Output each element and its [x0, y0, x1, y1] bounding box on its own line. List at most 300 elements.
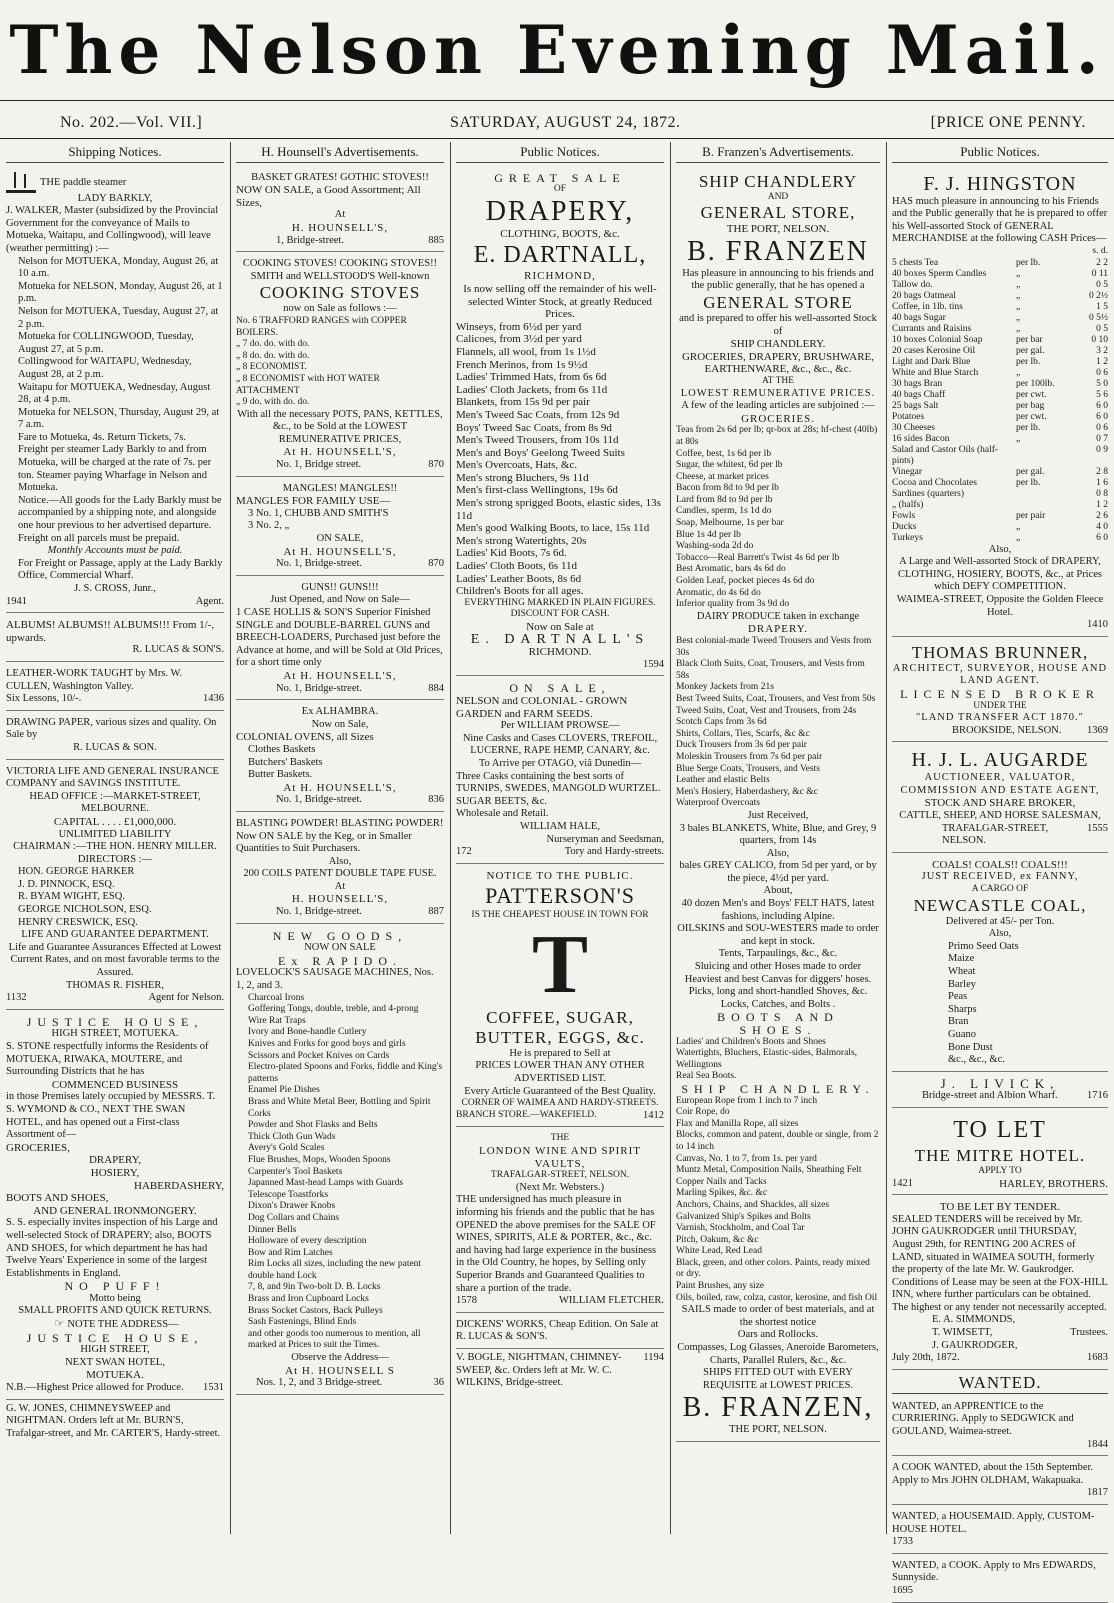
on-sale: Now on Sale, — [311, 718, 369, 730]
price-row — [892, 500, 1108, 511]
and: AND — [767, 191, 789, 202]
ad-number: 1578 — [456, 1295, 477, 1307]
price-row — [892, 390, 1108, 401]
ad-title: NEW GOODS, — [272, 928, 408, 943]
stove-item: „ 8 do. do. with do. — [236, 350, 310, 361]
ad-title: VICTORIA LIFE AND GENERAL INSURANCE COMPANY and SAVINGS INSTITUTE. — [6, 765, 219, 790]
general-store: GENERAL STORE — [703, 292, 853, 312]
ad-title: BASKET GRATES! GOTHIC STOVES!! — [251, 171, 429, 183]
stove-item: „ 8 ECONOMIST with HOT WATER ATTACHMENT — [236, 373, 380, 396]
ad-body-2: and having had large experience in the business in the Old Country, he hopes, by Selling only Superior Brands and Guaranteed Qualities to share a portion of the trade. — [456, 1244, 657, 1294]
ad-intro: S. STONE respectfully informs the Residents of MOTUEKA, RIWAKA, MOUTERE, and Surrounding Districts that he has — [6, 1041, 209, 1078]
item-unit: „ — [1016, 433, 1021, 444]
price-item: Men's and Boys' Geelong Tweed Suits — [456, 446, 625, 459]
wanted-ad — [892, 1557, 1108, 1603]
address: No. 1, Bridge-street. — [276, 558, 363, 570]
price-row — [892, 522, 1108, 533]
item-price: 2 8 — [1096, 466, 1108, 477]
casks: Nine Casks and Cases CLOVERS, TREFOIL, LUCERNE, RAPE HEMP, CANARY, &c. — [462, 732, 658, 757]
item-price: 2 2 — [1096, 257, 1108, 268]
item-price: 1 2 — [1096, 499, 1108, 510]
drapery-item: Leather and elastic Belts — [676, 775, 770, 786]
drawing-paper-ad — [6, 714, 224, 760]
calico: bales GREY CALICO, from 5d per yard, or by the piece, 4½d per yard. — [679, 860, 877, 884]
ad-intro: THE paddle steamer — [40, 176, 127, 188]
ad-number: 1817 — [1087, 1487, 1108, 1499]
wanted-ad — [892, 1459, 1108, 1505]
grocery-item: Tobacco—Real Barrett's Twist 4s 6d per lb — [676, 552, 840, 563]
boots-heading: BOOTS AND SHOES. — [717, 1010, 839, 1037]
note-address: NOTE THE ADDRESS— — [67, 1319, 179, 1331]
ad-number: 870 — [428, 459, 444, 471]
price-table — [892, 258, 1108, 544]
chandlery-item: Varnish, Stockholm, and Coal Tar — [676, 1223, 805, 1234]
directors-label: DIRECTORS :— — [77, 853, 153, 865]
price-item: Men's Tweed Trousers, from 10s 11d — [456, 434, 619, 447]
address: Nos. 1, 2, and 3 Bridge-street. — [256, 1377, 383, 1389]
just-received: Just Received, — [747, 809, 809, 821]
shop-name: E. DARTNALL'S — [470, 631, 650, 647]
augarde-ad — [892, 745, 1108, 853]
item-name: Currants and Raisins — [892, 323, 972, 334]
address: Tory and Hardy-streets. — [564, 846, 664, 858]
steamer-name: LADY BARKLY, — [77, 192, 153, 204]
on-sale: NOW ON SALE — [304, 942, 376, 954]
goods-item: Avery's Gold Scales — [248, 1143, 325, 1154]
chairman: CHAIRMAN :—THE HON. HENRY MILLER. — [13, 841, 217, 853]
at: At — [334, 209, 346, 221]
column-heading: Public Notices. — [456, 146, 664, 163]
corner: CORNER OF WAIMEA AND HARDY-STREETS. — [461, 1098, 659, 1109]
price-item: Men's Overcoats, Hats, &c. — [456, 459, 578, 472]
item-unit: „ — [1016, 532, 1021, 543]
price-item: Ladies' Trimmed Hats, from 6s 6d — [456, 371, 607, 384]
goods-item: Brass Socket Castors, Back Pulleys — [248, 1305, 383, 1316]
item-unit: „ — [1016, 279, 1021, 290]
item-price: 3 2 — [1096, 345, 1108, 356]
observe: Observe the Address— — [291, 1352, 389, 1364]
apply: For Freight or Passage, apply at the Lady Barkly Office, Commercial Wharf. — [18, 557, 223, 582]
canvas: Heaviest and best Canvas for diggers' hoses. — [684, 973, 872, 985]
groceries-heading: GROCERIES. — [741, 412, 815, 425]
mangles-ad — [236, 480, 444, 576]
price-row — [892, 258, 1108, 269]
mangle-item: 3 No. 2, „ — [248, 520, 290, 532]
produce-item: Maize — [948, 953, 975, 965]
item-name: 40 bags Chaff — [892, 389, 946, 400]
price-row — [892, 291, 1108, 302]
item-name: Cocoa and Chocolates — [892, 477, 977, 488]
ad-number: 172 — [456, 846, 472, 858]
shop-name: H. HOUNSELL'S, — [291, 893, 389, 906]
vaults-name: LONDON WINE AND SPIRIT VAULTS, — [478, 1145, 642, 1170]
great-sale: GREAT SALE — [494, 170, 626, 185]
goods-item: Sash Fastenings, Blind Ends — [248, 1317, 357, 1328]
few-articles: A few of the leading articles are subjoined :— — [681, 400, 875, 412]
groceries-list — [676, 425, 880, 611]
goods-item: Brass and Iron Cupboard Locks — [248, 1294, 369, 1305]
also: Also, — [766, 847, 790, 859]
goods-item: Japanned Mast-head Lamps with Guards — [248, 1178, 404, 1189]
small-profits: SMALL PROFITS AND QUICK RETURNS. — [18, 1305, 212, 1317]
merchant-name: WILLIAM FLETCHER. — [559, 1295, 664, 1307]
item-name: Turkeys — [892, 532, 923, 543]
address: No. 1, Bridge-street. — [276, 906, 363, 918]
column-divider — [230, 142, 231, 1534]
port: THE PORT, NELSON. — [726, 223, 830, 236]
item-unit: per gal. — [1016, 345, 1045, 356]
grocery-item: Inferior quality from 3s 9d do — [676, 599, 790, 610]
under-the: UNDER THE — [973, 700, 1027, 711]
produce-item: Wheat — [948, 966, 976, 977]
goods-item: Thick Cloth Gun Wads — [248, 1131, 336, 1142]
item-unit — [1016, 445, 1068, 467]
chandlery-item: Muntz Metal, Composition Nails, Sheathing Felt — [676, 1165, 862, 1176]
item-price: 6 0 — [1096, 411, 1108, 422]
shop-name: At H. HOUNSELL'S, — [283, 446, 397, 459]
goods-item: 7, 8, and 9in Two-bolt D. B. Locks — [248, 1282, 381, 1293]
item-name: Coffee, in 1lb. tins — [892, 301, 963, 312]
chandlery-item: Oils, boiled, raw, colza, castor, kerosine, and fish Oil — [676, 1292, 878, 1303]
boots-item: Ladies' and Children's Boots and Shoes — [676, 1036, 826, 1047]
oilskins: OILSKINS and SOU-WESTERS made to order and kept in stock. — [677, 923, 879, 947]
produce-item: Bone Dust — [948, 1041, 993, 1053]
item-unit: „ — [1016, 301, 1021, 312]
merchant-name: B. FRANZEN — [687, 235, 869, 267]
merchant-name: HARLEY, BROTHERS. — [999, 1177, 1108, 1190]
column-shipping — [6, 146, 224, 1532]
price-row — [892, 269, 1108, 280]
sailing-line: Motueka for NELSON, Monday, August 26, at 1 p.m. — [18, 280, 223, 305]
lowest-prices: LOWEST REMUNERATIVE PRICES. — [680, 387, 876, 399]
next-to: (Next Mr. Websters.) — [515, 1181, 605, 1193]
dartnall-ad — [456, 169, 664, 677]
price-row — [892, 423, 1108, 434]
column-heading: Shipping Notices. — [6, 146, 224, 163]
item-name: Potatoes — [892, 411, 925, 422]
price-item: Men's strong Watertights, 20s — [456, 534, 587, 547]
item-unit: „ — [1016, 323, 1021, 334]
signature-address: THE PORT, NELSON. — [729, 1424, 827, 1436]
wanted-ad — [892, 1508, 1108, 1554]
stove-item: „ 9 do. with do. do. — [236, 397, 310, 408]
ad-number: 1594 — [643, 658, 664, 670]
grocery-item: Soap, Melbourne, 1s per bar — [676, 518, 784, 529]
price-item: Men's strong Bluchers, 9s 11d — [456, 471, 589, 484]
monthly-accounts: Monthly Accounts must be paid. — [47, 545, 183, 557]
mangle-item: 3 No. 1, CHUBB AND SMITH'S — [248, 507, 389, 519]
merchant-name: F. J. HINGSTON — [923, 172, 1077, 195]
apply-to: APPLY TO — [978, 1165, 1022, 1176]
item-name: Light and Dark Blue — [892, 356, 971, 367]
goods-item: Goffering Tongs, double, treble, and 4-prong — [248, 1004, 419, 1015]
price-item: Men's good Walking Boots, to lace, 15s 11d — [456, 522, 650, 535]
ex-ship: Ex ALHAMBRA. — [301, 706, 379, 718]
price-item: Ladies' Kid Boots, 7s 6d. — [456, 547, 567, 560]
item-price: 6 0 — [1096, 400, 1108, 411]
now-on-sale: Now on Sale at — [526, 621, 594, 633]
address: TRAFALGAR-STREET, NELSON. — [490, 1170, 630, 1181]
ad-title: COALS! COALS!! COALS!!! — [932, 858, 1068, 871]
ad-intro: LOVELOCK'S SAUSAGE MACHINES, Nos. 1, 2, and 3. — [236, 967, 434, 992]
price-item: Men's first-class Wellingtons, 19s 6d — [456, 484, 618, 497]
price-row — [892, 445, 1108, 467]
stove-item: „ 7 do. do. with do. — [236, 339, 310, 350]
ad-text: ALBUMS! ALBUMS!! ALBUMS!!! From 1/-, upwards. — [6, 619, 215, 644]
price-row — [892, 346, 1108, 357]
goods-item: Bow and Rim Latches — [248, 1247, 333, 1258]
masthead — [0, 0, 1114, 100]
item-name: White and Blue Starch — [892, 367, 979, 378]
director: HON. GEORGE HARKER — [18, 866, 135, 878]
goods-item: Telescope Toastforks — [248, 1189, 329, 1200]
ad-title: BLASTING POWDER! BLASTING POWDER! — [236, 817, 444, 829]
sailing-line: Motueka for NELSON, Thursday, August 29, at 7 a.m. — [18, 406, 220, 431]
victoria-insurance-ad — [6, 763, 224, 1010]
tender-ad — [892, 1198, 1108, 1370]
fuse: 200 COILS PATENT DOUBLE TAPE FUSE. — [243, 868, 437, 880]
goods-item: Electro-plated Spoons and Forks, fiddle and King's patterns — [248, 1062, 443, 1084]
ad-number: 1194 — [643, 1351, 664, 1363]
column-heading: Public Notices. — [892, 146, 1108, 163]
ad-number: 1555 — [1087, 822, 1108, 834]
three-casks: Three Casks containing the best sorts of TURNIPS, SWEDES, MANGOLD WURTZEL. SUGAR BEETS, &c. — [456, 770, 661, 807]
ad-text: V. BOGLE, NIGHTMAN, CHIMNEY-SWEEP, &c. Orders left at Mr. W. C. WILKINS, Bridge-street. — [456, 1351, 622, 1389]
ad-number: 1412 — [643, 1109, 664, 1121]
merchant-name: H. J. L. AUGARDE — [911, 749, 1089, 772]
stock-broker: STOCK AND SHARE BROKER, — [924, 797, 1076, 810]
new-goods-ad — [236, 927, 444, 1395]
chandlery-item: Pitch, Oakum, &c &c — [676, 1234, 759, 1245]
drapery-item: Duck Trousers from 3s 6d per pair — [676, 740, 807, 751]
goods-line: BOOTS AND SHOES, — [6, 1192, 109, 1205]
ad-text: WANTED, a COOK. Apply to Mrs EDWARDS, Sunnyside. — [892, 1559, 1096, 1584]
lady-barkly-ad — [6, 169, 224, 614]
shop-name: H. HOUNSELL'S, — [291, 221, 389, 234]
sailing-line: Collingwood for WAITAPU, Wednesday, August 28, at 2 p.m. — [18, 356, 192, 380]
grocery-item: Aromatic, do 4s 6d do — [676, 587, 761, 598]
item-name: 30 Cheeses — [892, 422, 936, 433]
item-unit — [1016, 500, 1068, 511]
agent-name: J. S. CROSS, Junr., — [74, 583, 156, 594]
trade: Nurseryman and Seedsman, — [546, 833, 664, 845]
ad-number: 1941 — [6, 595, 27, 607]
dickens-ad: DICKENS' WORKS, Cheap Edition. On Sale at R. LUCAS & SON'S. — [456, 1316, 664, 1349]
steamer-icon — [6, 172, 36, 193]
item-unit: per gal. — [1016, 466, 1045, 477]
goods-item: Holloware of every description — [248, 1236, 367, 1247]
town: MOTUEKA. — [86, 1369, 144, 1382]
ad-title: GUNS!! GUNS!!! — [301, 581, 379, 593]
albums-ad — [6, 616, 224, 662]
dateline-rule — [0, 138, 1114, 139]
to-let-ad — [892, 1111, 1108, 1195]
sailing-line: Waitapu for MOTUEKA, Wednesday, August 28, at 4 p.m. — [18, 381, 211, 406]
picks: Picks, long and short-handled Shoves, &c. Locks, Catches, and Bolts . — [688, 986, 868, 1010]
item-price: 0 9 — [1096, 444, 1108, 455]
grocery-item: Golden Leaf, pocket pieces 4s 6d do — [676, 576, 815, 587]
shop-town: RICHMOND. — [528, 646, 592, 659]
item-name: 5 chests Tea — [892, 257, 939, 268]
item-price: 0 10 — [1091, 334, 1108, 345]
price-item: Ladies' Leather Boots, 8s 6d — [456, 572, 582, 585]
item-name: 20 cases Kerosine Oil — [892, 345, 976, 356]
at: At — [334, 880, 346, 892]
agent-label: Agent for Nelson. — [148, 992, 224, 1004]
franzen-ad — [676, 169, 880, 1442]
item-unit — [1016, 489, 1068, 500]
stove-item: „ 8 ECONOMIST. — [236, 362, 307, 373]
item-name: Fowls — [892, 510, 916, 521]
item-price: 1 5 — [1096, 301, 1108, 312]
price-row — [892, 324, 1108, 335]
ad-number: 870 — [428, 558, 444, 570]
discount: DISCOUNT FOR CASH. — [510, 609, 610, 620]
ad-body: J. WALKER, Master (subsidized by the Provincial Government for the conveyance of Mails to Motueka, Waitapu, and Collingwood), will leave (weather permitting) :— — [6, 205, 219, 254]
address: Bridge-street and Albion Wharf. — [922, 1090, 1058, 1102]
also: Also, — [328, 855, 352, 867]
ad-text: Now ON SALE by the Keg, or in Smaller Quantities to Suit Purchasers. — [236, 830, 412, 855]
high-street: HIGH STREET, — [80, 1344, 150, 1356]
oven-item: Clothes Baskets — [248, 743, 316, 755]
item-price: 0 7 — [1096, 433, 1108, 444]
price-row — [892, 412, 1108, 423]
chandlery-item: Marling Spikes, &c. &c — [676, 1188, 768, 1199]
column-franzen — [676, 146, 880, 1532]
ad-number: 1436 — [203, 693, 224, 705]
drapery-item: Moleskin Trousers from 7s 6d per pair — [676, 751, 823, 762]
issue-number: No. 202.—Vol. VII.] — [60, 114, 203, 131]
produce-item: &c., &c., &c. — [948, 1054, 1005, 1066]
item-price: 5 6 — [1096, 389, 1108, 400]
boots-item: Real Sea Boots. — [676, 1071, 737, 1082]
wanted-heading: WANTED. — [892, 1373, 1108, 1394]
street: HIGH STREET, MOTUEKA. — [51, 1028, 179, 1040]
item-price: 4 0 — [1096, 521, 1108, 532]
prices: PRICES LOWER THAN ANY OTHER ADVERTISED LIST. — [475, 1060, 645, 1085]
drapery-item: Tweed Suits, Coat, Vest and Trousers, from 24s — [676, 705, 857, 716]
price-row — [892, 434, 1108, 445]
ad-number: 1132 — [6, 992, 27, 1004]
sailing-line: Nelson for MOTUEKA, Tuesday, August 27, at 2 p.m. — [18, 305, 219, 330]
commenced: COMMENCED BUSINESS — [51, 1078, 179, 1091]
no-puff: NO PUFF! — [64, 1279, 166, 1294]
item-name: 40 boxes Sperm Candles — [892, 268, 987, 279]
price-list — [456, 321, 664, 598]
on-sale: ON SALE, — [316, 533, 364, 545]
also: Also, — [988, 543, 1012, 555]
department-text: Life and Guarantee Assurances Effected at Lowest Current Rates, and on most favorable terms to the Assured. — [8, 941, 222, 979]
house-name: JUSTICE HOUSE, — [26, 1330, 204, 1345]
goods-line: HOSIERY, — [90, 1166, 140, 1179]
item-price: 1 2 — [1096, 356, 1108, 367]
item-name: 25 bags Salt — [892, 400, 939, 411]
sails: SAILS made to order of best materials, and at the shortest notice — [681, 1304, 875, 1328]
item-name: 20 bags Oatmeal — [892, 290, 956, 301]
item-unit: „ — [1016, 268, 1021, 279]
merchant-name: J. LIVICK, — [940, 1075, 1060, 1091]
goods-item: Dinner Bells — [248, 1224, 297, 1235]
item-price: 6 0 — [1096, 532, 1108, 543]
signature-name: B. FRANZEN, — [682, 1392, 874, 1424]
ad-seller: R. LUCAS & SON. — [73, 741, 157, 753]
item-price: 0 8 — [1096, 488, 1108, 499]
big-heading: COOKING STOVES — [259, 283, 421, 303]
ad-intro: HAS much pleasure in announcing to his Friends and the Public generally that he is prepared to offer his Well-assorted Stock of GENERAL MERCHANDISE at the following CASH Prices— — [892, 195, 1108, 245]
ad-text: A COOK WANTED, about the 15th September. Apply to Mrs JOHN OLDHAM, Wakapuaka. — [892, 1462, 1094, 1486]
item-name: 16 sides Bacon — [892, 433, 950, 444]
item-unit: per 100lb. — [1016, 378, 1055, 389]
item-unit: „ — [1016, 290, 1021, 301]
produce-item: Barley — [948, 978, 976, 990]
highest: The highest or any tender not necessarily accepted. — [892, 1301, 1107, 1313]
large-stock: A Large and Well-assorted Stock of DRAPERY, CLOTHING, HOSIERY, BOOTS, &c., at Prices which DEFY COMPETITION. — [898, 556, 1102, 593]
goods-line: AND GENERAL IRONMONGERY. — [33, 1204, 197, 1217]
role: AUCTIONEER, VALUATOR, COMMISSION AND ESTATE AGENT, — [900, 772, 1100, 796]
date: July 20th, 1872. — [892, 1352, 960, 1364]
address: 1, Bridge-street. — [276, 234, 344, 246]
chandlery-item: Anchors, Chains, and Shackles, all sizes — [676, 1199, 830, 1210]
director: R. BYAM WIGHT, ESQ. — [18, 891, 125, 903]
delivered: Delivered at 45/- per Ton. — [945, 915, 1055, 927]
price-item: Flannels, all wool, from 1s 1½d — [456, 345, 596, 358]
address: No. 1, Bridge-street. — [276, 682, 363, 694]
item-unit: per lb. — [1016, 356, 1041, 367]
ship-chandlery-heading: SHIP CHANDLERY — [698, 171, 858, 191]
guns-ad — [236, 579, 444, 700]
price-row — [892, 357, 1108, 368]
big-letter: T — [531, 917, 589, 1011]
price-row — [892, 335, 1108, 346]
address: TRAFALGAR-STREET, NELSON. — [942, 822, 1049, 847]
price-row — [892, 280, 1108, 291]
grocery-item: Cheese, at market prices — [676, 471, 769, 482]
ad-text: WANTED, an APPRENTICE to the CURRIERING. Apply to SEDGWICK and GOULAND, Waimea-street. — [892, 1400, 1074, 1438]
liability: UNLIMITED LIABILITY — [58, 828, 172, 840]
ad-number: 1531 — [203, 1382, 224, 1394]
item-unit: „ — [1016, 312, 1021, 323]
ad-terms: Six Lessons, 10/-. — [6, 693, 82, 705]
invite: S. S. especially invites inspection of his Large and well-selected Stock of DRAPERY; also, BOOTS AND SHOES, for which department he has had Twelve Years' Experience in some of the largest Establishments in England. — [6, 1217, 218, 1279]
ad-text: 1 CASE HOLLIS & SON'S Superior Finished SINGLE and DOUBLE-BARREL GUNS and BREECH-LOADERS, Purchased just before the Advance at home, and will be Sold at Old Prices, for a short time only — [236, 607, 443, 669]
masthead-rule — [0, 100, 1114, 101]
item-price: 1 6 — [1096, 477, 1108, 488]
ad-number: 885 — [428, 234, 444, 246]
grocery-item: Coffee, best, 1s 6d per lb — [676, 448, 772, 459]
price-row — [892, 467, 1108, 478]
price-row — [892, 368, 1108, 379]
broker: LICENSED BROKER — [900, 686, 1100, 701]
butter-eggs: BUTTER, EGGS, &c. — [475, 1027, 645, 1047]
fares: Fare to Motueka, 4s. Return Tickets, 7s. — [18, 431, 186, 443]
price-row — [892, 511, 1108, 522]
per-ship: Per WILLIAM PROWSE— — [500, 720, 620, 732]
chandlery-item: Coir Rope, do — [676, 1107, 730, 1118]
chandlery-item: Canvas, No. 1 to 7, from 1s. per yard — [676, 1153, 817, 1164]
patterson-ad — [456, 867, 664, 1128]
price-item: Men's strong sprigged Boots, elastic sides, 13s 11d — [456, 497, 661, 522]
guarantee: Every Article Guaranteed of the Best Quality. — [464, 1085, 656, 1097]
goods-item: Dixon's Drawer Knobs — [248, 1201, 336, 1212]
hotel-name: THE MITRE HOTEL. — [914, 1145, 1086, 1165]
drapery-item: Monkey Jackets from 21s — [676, 682, 774, 693]
ad-text: NOW ON SALE, a Good Assortment; All Sizes, — [236, 184, 421, 209]
ad-number: 1421 — [892, 1177, 913, 1189]
price-item: Ladies' Cloth Jackets, from 6s 11d — [456, 383, 608, 396]
on-sale: now on Sale as follows :— — [283, 303, 397, 315]
produce-item: Peas — [948, 991, 968, 1003]
sailing-line: Motueka for COLLINGWOOD, Tuesday, August 27, at 5 p.m. — [18, 331, 194, 355]
